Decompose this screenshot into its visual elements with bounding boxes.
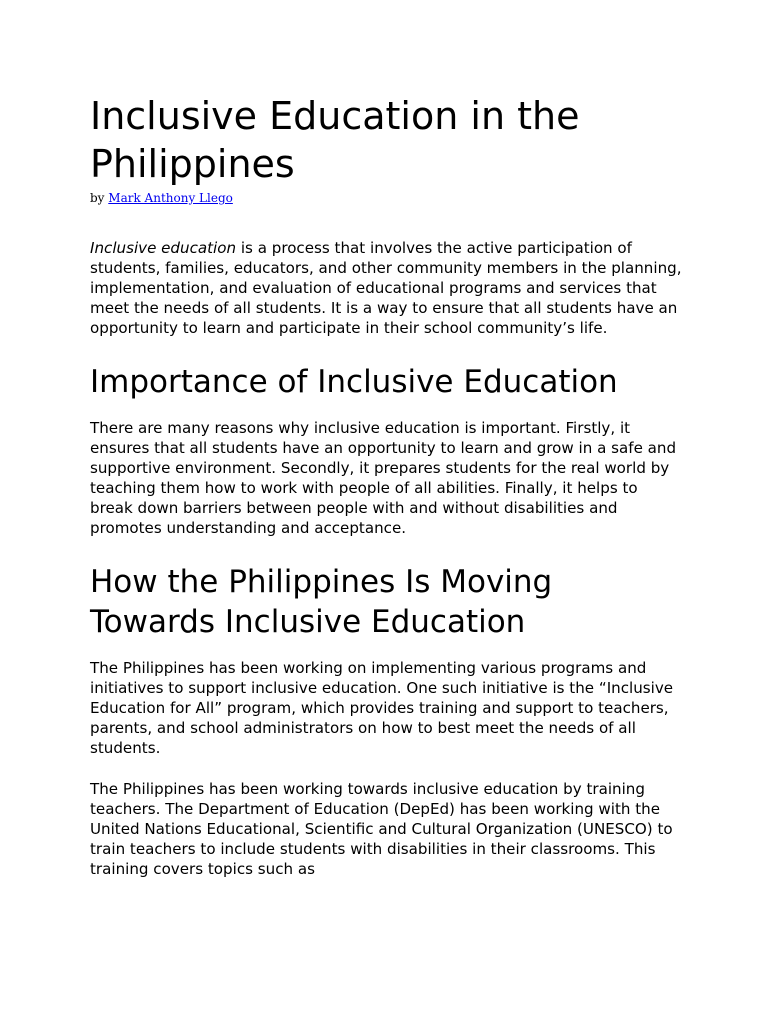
intro-text: is a process that involves the active participation of students, families, educators, and other community members in the planning, implementation, and evaluation of educational programs and services that meet the needs of all students. It is a way to ensure that all students have an opportunity to learn and participate in their school community’s life. bbox=[90, 239, 682, 337]
moving-paragraph-2: The Philippines has been working towards inclusive education by training teachers. The Department of Education (DepEd) has been working with the United Nations Educational, Scientific and Cultural Organization (UNESCO) to train teachers to include students with disabilities in their classrooms. This training covers topics such as bbox=[90, 780, 673, 878]
byline bbox=[90, 191, 690, 205]
article-title: Inclusive Education in the Philippines bbox=[90, 94, 580, 186]
author-link[interactable]: Mark Anthony Llego bbox=[108, 191, 233, 205]
importance-paragraph: There are many reasons why inclusive education is important. Firstly, it ensures that all students have an opportunity to learn and grow in a safe and supportive environment. Secondly, it prepares students for the real world by teaching them how to work with people of all abilities. Finally, it helps to break down barriers between people with and without disabilities and promotes understanding and acceptance. bbox=[90, 419, 677, 537]
article bbox=[90, 92, 690, 879]
section-heading-importance: Importance of Inclusive Education bbox=[90, 364, 618, 400]
byline-prefix: by bbox=[90, 191, 109, 205]
intro-paragraph bbox=[90, 238, 685, 338]
intro-term: Inclusive education bbox=[90, 239, 237, 257]
section-heading-moving: How the Philippines Is Moving Towards Inclusive Education bbox=[90, 564, 553, 640]
moving-paragraph-1: The Philippines has been working on implementing various programs and initiatives to support inclusive education. One such initiative is the “Inclusive Education for All” program, which provides training and support to teachers, parents, and school administrators on how to best meet the needs of all students. bbox=[90, 659, 674, 757]
